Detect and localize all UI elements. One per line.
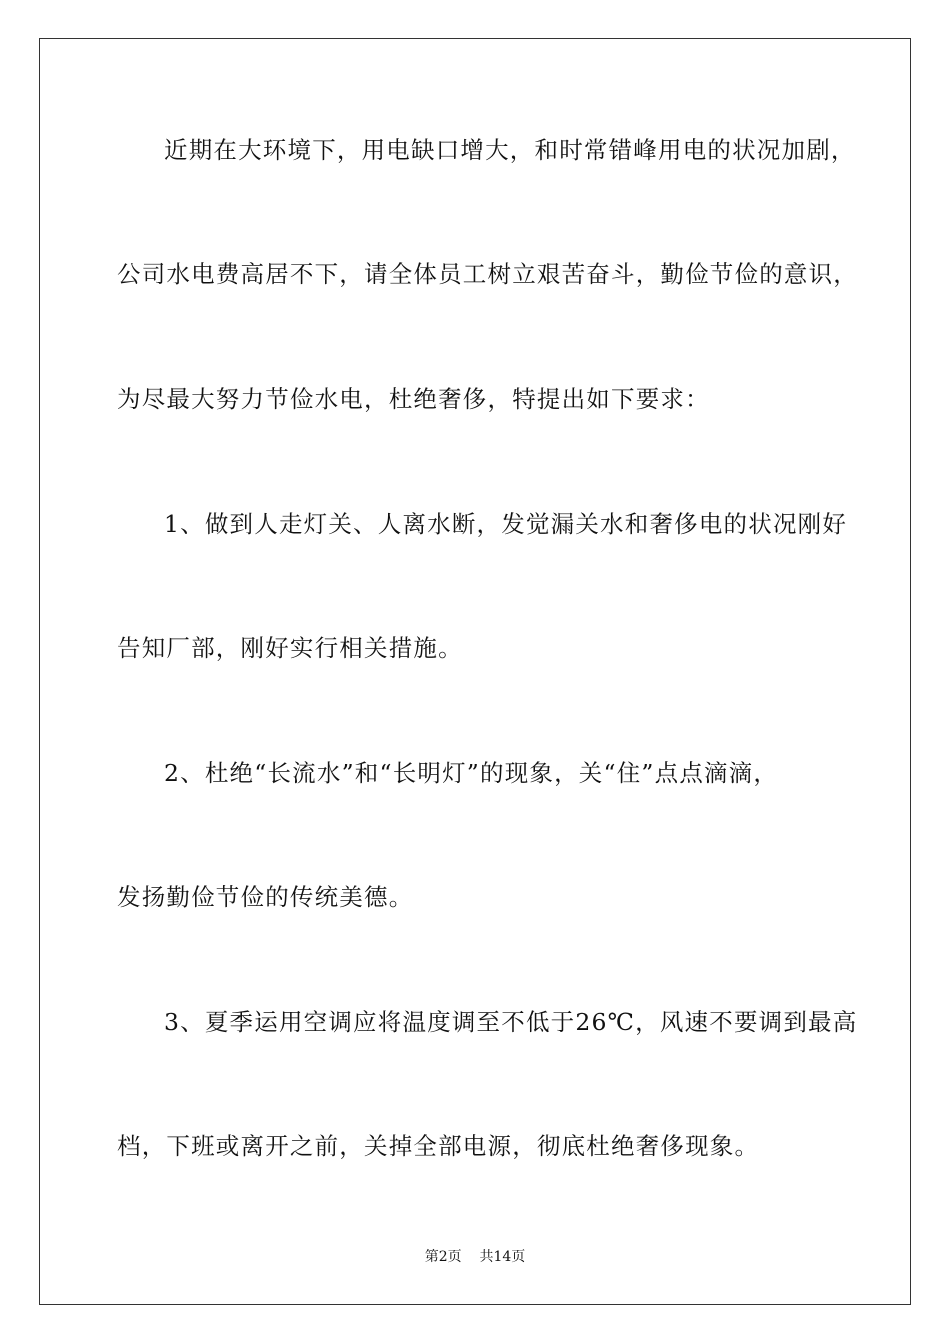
page-border bbox=[39, 38, 911, 1305]
page-number-footer: 第2页 共14页 bbox=[424, 1249, 526, 1265]
requirement-1-line-1: 1、做到人走灯关、人离水断，发觉漏关水和奢侈电的状况刚好 bbox=[164, 510, 848, 538]
paragraph-intro-line-2: 公司水电费高居不下，请全体员工树立艰苦奋斗，勤俭节俭的意识， bbox=[117, 260, 858, 288]
requirement-3-line-2: 档，下班或离开之前，关掉全部电源，彻底杜绝奢侈现象。 bbox=[117, 1132, 760, 1160]
requirement-3-line-1: 3、夏季运用空调应将温度调至不低于26℃，风速不要调到最高 bbox=[164, 1008, 858, 1036]
paragraph-intro-line-1: 近期在大环境下，用电缺口增大，和时常错峰用电的状况加剧， bbox=[164, 136, 856, 164]
requirement-2-line-1: 2、杜绝“长流水”和“长明灯”的现象，关“住”点点滴滴， bbox=[164, 759, 779, 787]
paragraph-intro-line-3: 为尽最大努力节俭水电，杜绝奢侈，特提出如下要求： bbox=[117, 385, 710, 413]
requirement-2-line-2: 发扬勤俭节俭的传统美德。 bbox=[117, 883, 414, 911]
requirement-1-line-2: 告知厂部，刚好实行相关措施。 bbox=[117, 634, 463, 662]
